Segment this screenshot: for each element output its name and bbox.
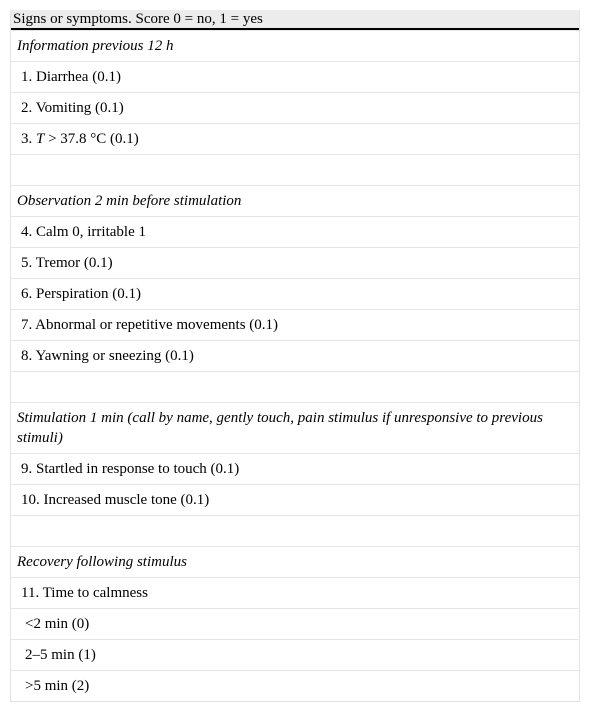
section-information-previous-12h: Information previous 12 h — [11, 30, 579, 61]
section-stimulation-1-min: Stimulation 1 min (call by name, gently touch, pain stimulus if unresponsive to previous stimuli) — [11, 402, 579, 453]
section-observation-before-stimulation: Observation 2 min before stimulation — [11, 185, 579, 216]
row-suffix: > 37.8 °C (0.1) — [44, 131, 139, 147]
symptom-score-table — [10, 10, 580, 702]
table-row: 2. Vomiting (0.1) — [11, 92, 579, 123]
table-row: 1. Diarrhea (0.1) — [11, 61, 579, 92]
table-row: 5. Tremor (0.1) — [11, 247, 579, 278]
table-row: 2–5 min (1) — [11, 639, 579, 670]
blank-row — [11, 515, 579, 546]
temperature-variable: T — [36, 131, 45, 147]
table-row: 8. Yawning or sneezing (0.1) — [11, 340, 579, 371]
table-header: Signs or symptoms. Score 0 = no, 1 = yes — [11, 10, 579, 30]
row-prefix: 3. — [21, 131, 36, 147]
table-row: <2 min (0) — [11, 608, 579, 639]
table-row — [11, 123, 579, 154]
table-row: 9. Startled in response to touch (0.1) — [11, 453, 579, 484]
table-row: 11. Time to calmness — [11, 577, 579, 608]
table-row: >5 min (2) — [11, 670, 579, 701]
blank-row — [11, 154, 579, 185]
blank-row — [11, 371, 579, 402]
table-row: 10. Increased muscle tone (0.1) — [11, 484, 579, 515]
section-recovery-following-stimulus: Recovery following stimulus — [11, 546, 579, 577]
table-row: 4. Calm 0, irritable 1 — [11, 216, 579, 247]
table-row: 6. Perspiration (0.1) — [11, 278, 579, 309]
table-row: 7. Abnormal or repetitive movements (0.1) — [11, 309, 579, 340]
